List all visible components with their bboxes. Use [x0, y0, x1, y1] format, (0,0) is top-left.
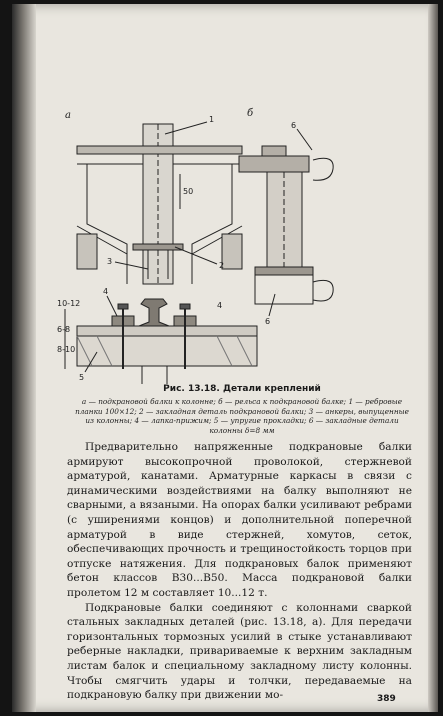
- label-5: 5: [79, 373, 85, 382]
- dimension-50: 50: [183, 187, 194, 196]
- panel-label-b: б: [247, 108, 254, 119]
- label-4: 4: [103, 287, 109, 296]
- book-page: [12, 4, 438, 712]
- paragraph-2: Подкрановые балки соединяют с колоннами сваркой стальных закладных деталей (рис. 13.18, а). Для передачи горизонтальных тормозных усилий в стыке устанавливают реберные накладки, привариваемые к верхним закладным листам балок и специальному закладному листу колонны. Чтобы смягчить удары и толчки, передаваемые на подкрановую балку при движении мо-: [67, 601, 412, 702]
- label-1: 1: [209, 115, 215, 124]
- paragraph-1: Предварительно напряженные подкрановые балки армируют высокопрочной проволокой, стержневой арматурой, канатами. Арматурные каркасы в связи с динамическими воздействиями на балку выполняют не сварными, а вязаными. На опорах балки усиливают ребрами (с уширениями концов) и дополнительной поперечной арматурой в виде стержней, хомутов, сеток, обеспечивающих прочность и трещиностойкость торцов при отпуске натяжения. Для подкрановых балок применяют бетон классов B30...B50. Масса подкрановой балки пролетом 12 м составляет 10...12 т.: [67, 441, 412, 599]
- panel-b-drawing: [239, 121, 333, 326]
- dimension-8-10: 8-10: [57, 345, 76, 354]
- label-6b: 6: [265, 317, 271, 326]
- figure-drawing: [57, 94, 422, 384]
- dimension-10-12: 10-12: [57, 299, 81, 308]
- body-text: [67, 440, 412, 703]
- page-edge-right: [428, 4, 438, 712]
- panel-label-a: а: [65, 110, 71, 121]
- panel-a-drawing: [77, 115, 242, 284]
- figure-caption-title: Рис. 13.18. Детали креплений: [163, 384, 321, 394]
- figure-caption-text: а — подкрановой балки к колонне; б — рельса к подкрановой балке; 1 — ребровые планки 100×12; 2 — закладная деталь подкрановой балки; 3 — анкеры, выпущенные из колонны; 4 — лапка-прижим; 5 — упругие прокладки; 6 — закладные детали колонны δ=8 мм: [75, 397, 409, 435]
- label-3: 3: [107, 257, 113, 266]
- page-edge-left: [12, 4, 36, 712]
- label-4-b: 4: [217, 301, 223, 310]
- panel-c-drawing: [57, 287, 257, 384]
- label-2: 2: [219, 261, 225, 270]
- figure-13-18: [57, 94, 422, 384]
- label-6: 6: [291, 121, 297, 130]
- page-number: 389: [377, 694, 396, 704]
- dimension-6-8: 6-8: [57, 325, 71, 334]
